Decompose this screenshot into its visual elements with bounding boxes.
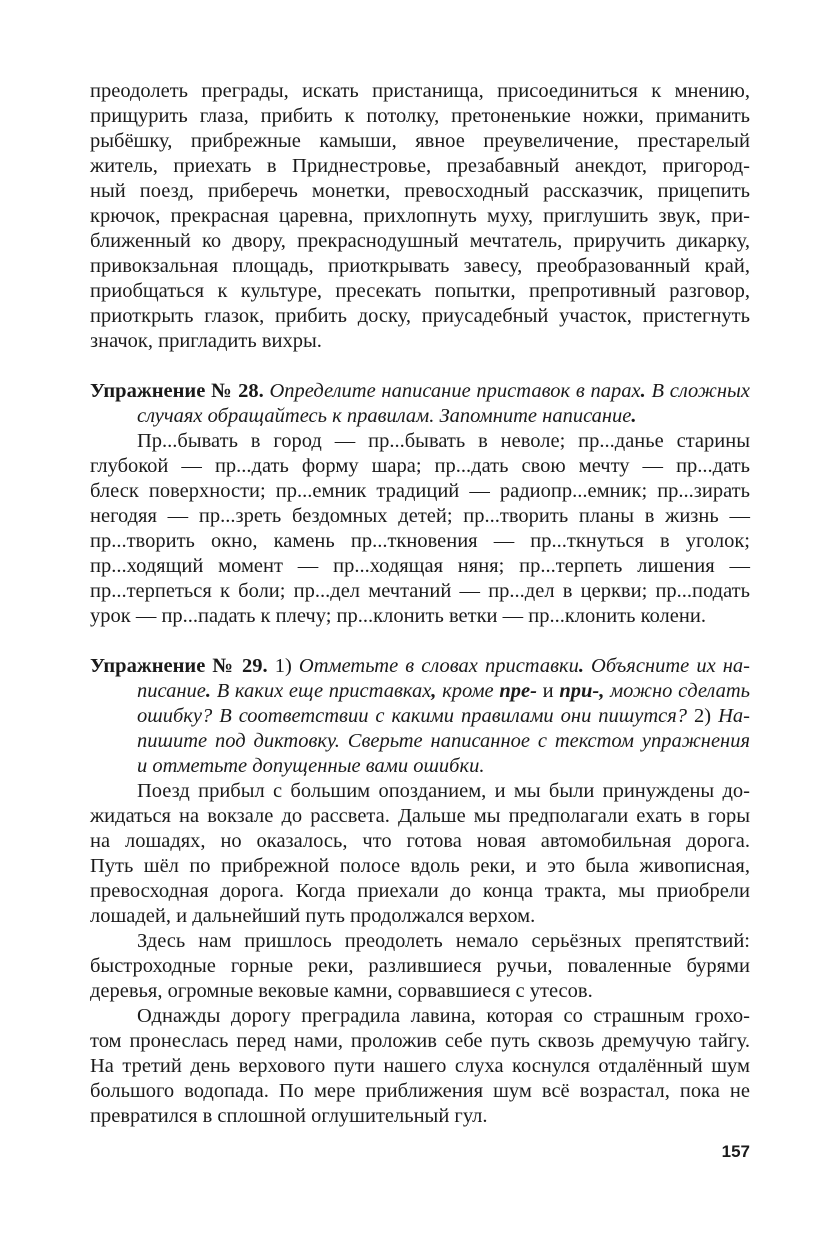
text-line: лошадей, и дальнейший путь продолжался верхом. <box>90 905 536 927</box>
text-line: Путь шёл по прибрежной полосе вдоль реки, и это была живописная, <box>90 855 750 877</box>
text-line: Пр...бывать в город — пр...бывать в неволе; пр...данье старины <box>137 430 750 452</box>
text-line: пр...ходящий момент — пр...ходящая няня; пр...терпеть лишения — <box>90 555 750 577</box>
prefix-pri: при- <box>559 680 600 702</box>
text-line: Однажды дорогу преградила лавина, которая со страшным грохо- <box>137 1005 750 1027</box>
exercise-29-task-line: ошибку? В соответствии с какими правилами они пишутся? 2) На- <box>137 705 750 727</box>
exercise-28-heading: Упражнение № 28. Определите написание приставок в парах. В сложных <box>90 380 750 402</box>
text-line: пр...терпеться к боли; пр...дел мечтаний — пр...дел в церкви; пр...подать <box>90 580 750 602</box>
text-line: урок — пр...падать к плечу; пр...клонить ветки — пр...клонить колени. <box>90 605 706 627</box>
text-line: преодолеть преграды, искать пристанища, присоединиться к мнению, <box>90 80 750 102</box>
text-line: приоткрыть глазок, прибить доску, приусадебный участок, пристегнуть <box>90 305 750 327</box>
exercise-28-task-line: случаях обращайтесь к правилам. Запомните написание. <box>137 405 637 427</box>
text-line: привокзальная площадь, приоткрывать завесу, преобразованный край, <box>90 255 750 277</box>
text-line: жидаться на вокзале до рассвета. Дальше мы предполагали ехать в горы <box>90 805 750 827</box>
text-line: деревья, огромные вековые камни, сорвавшиеся с утесов. <box>90 980 593 1002</box>
text-line: значок, пригладить вихры. <box>90 330 322 352</box>
text-line: ный поезд, приберечь монетки, превосходный рассказчик, прицепить <box>90 180 750 202</box>
exercise-28-task: В сложных <box>651 380 750 402</box>
exercise-29-task-line: и отметьте допущенные вами ошибки. <box>137 755 485 777</box>
text-line: том пронеслась перед нами, проложив себе путь сквозь дремучую тайгу. <box>90 1030 750 1052</box>
text-line: прищурить глаза, прибить к потолку, претоненькие ножки, приманить <box>90 105 750 127</box>
text-line: негодяя — пр...зреть бездомных детей; пр...творить планы в жизнь — <box>90 505 750 527</box>
page-number: 157 <box>721 1142 750 1161</box>
text-line: ближенный ко двору, прекраснодушный мечтатель, приручить дикарку, <box>90 230 750 252</box>
exercise-29-task-line: писание. В каких еще приставках, кроме пре- и при-, можно сделать <box>137 680 751 702</box>
text-line: крючок, прекрасная царевна, прихлопнуть муху, приглушить звук, при- <box>90 205 750 227</box>
text-line: блеск поверхности; пр...емник традиций — радиопр...емник; пр...зирать <box>90 480 750 502</box>
text-line: превосходная дорога. Когда приехали до конца тракта, мы приобрели <box>90 880 750 902</box>
exercise-29-task-line: пишите под диктовку. Сверьте написанное с текстом упражнения <box>137 730 750 752</box>
text-line: на лошадях, но оказалось, что готова новая автомобильная дорога. <box>90 830 750 852</box>
exercise-29-label: Упражнение № 29. <box>90 655 268 677</box>
exercise-28-task: Определите написание приставок в парах <box>269 380 641 402</box>
text-line: превратился в сплошной оглушительный гул. <box>90 1105 488 1127</box>
text-line: На третий день верхового пути нашего слуха коснулся отдалённый шум <box>90 1055 750 1077</box>
exercise-29-heading: Упражнение № 29. 1) Отметьте в словах приставки. Объясните их на- <box>90 655 750 677</box>
text-line: рыбёшку, прибрежные камыши, явное преувеличение, престарелый <box>90 130 750 152</box>
text-line: Здесь нам пришлось преодолеть немало серьёзных препятствий: <box>137 930 750 952</box>
text-line: глубокой — пр...дать форму шара; пр...дать свою мечту — пр...дать <box>90 455 750 477</box>
text-line: большого водопада. По мере приближения шум всё возрастал, пока не <box>90 1080 750 1102</box>
text-line: житель, приехать в Приднестровье, презабавный анекдот, пригород- <box>90 155 750 177</box>
text-line: Поезд прибыл с большим опозданием, и мы были принуждены до- <box>137 780 750 802</box>
text-line: пр...творить окно, камень пр...ткновения — пр...ткнуться в уголок; <box>90 530 750 552</box>
text-line: быстроходные горные реки, разлившиеся ручьи, поваленные бурями <box>90 955 750 977</box>
text-line: приобщаться к культуре, пресекать попытки, препротивный разговор, <box>90 280 750 302</box>
exercise-28-label: Упражнение № 28. <box>90 380 264 402</box>
prefix-pre: пре- <box>499 680 537 702</box>
